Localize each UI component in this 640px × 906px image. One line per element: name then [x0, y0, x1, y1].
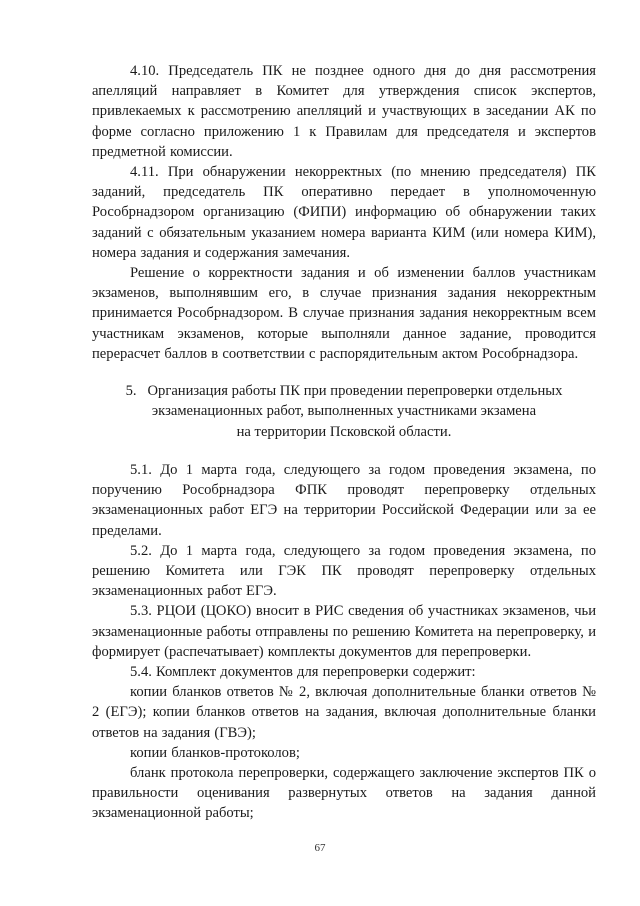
- page-number: 67: [314, 842, 326, 854]
- paragraph-5-1: 5.1. До 1 марта года, следующего за годом проведения экзамена, по поручению Рособрнадзора ФПК проводят перепроверку отдельных экзаменационных работ ЕГЭ на территории Российской Федерации или за ее пределами.: [92, 462, 596, 539]
- paragraph-5-2: 5.2. До 1 марта года, следующего за годом проведения экзамена, по решению Комитета или ГЭК ПК проводят перепроверку отдельных экзаменационных работ ЕГЭ.: [92, 542, 596, 600]
- section-heading-line-3: на территории Псковской области.: [236, 423, 452, 440]
- section-heading-line-2: экзаменационных работ, выполненных участниками экзамена: [151, 403, 537, 420]
- paragraph-decision: Решение о корректности задания и об изменении баллов участникам экзаменов, выполнявшим его, в случае признания задания некорректным принимается Рособрнадзором. В случае признания задания некорректным всем участникам экзаменов, которые выполняли данное задание, проводится перерасчет баллов в соответствии с распорядительным актом Рособрнадзора.: [92, 265, 596, 362]
- paragraphs-top: [92, 61, 596, 364]
- section-heading-line-1: 5. Организация работы ПК при проведении перепроверки отдельных: [125, 383, 563, 399]
- section-heading: [92, 381, 596, 442]
- paragraphs-bottom: [92, 460, 596, 824]
- paragraph-5-3: 5.3. РЦОИ (ЦОКО) вносит в РИС сведения об участниках экзаменов, чьи экзаменационные работы отправлены по решению Комитета на перепроверку, и формирует (распечатывает) комплекты документов для перепроверки.: [92, 603, 596, 660]
- paragraph-4-10: 4.10. Председатель ПК не позднее одного дня до дня рассмотрения апелляций направляет в Комитет для утверждения список экспертов, привлекаемых к рассмотрению апелляций и участвующих в заседании АК по форме согласно приложению 1 к Правилам для председателя и экспертов предметной комиссии.: [92, 63, 596, 160]
- list-item-recheck-protocol: бланк протокола перепроверки, содержащего заключение экспертов ПК о правильности оценивания развернутых ответов на задания данной экзаменационной работы;: [92, 765, 596, 822]
- list-item-protocol-copies: копии бланков-протоколов;: [130, 744, 300, 761]
- paragraph-5-4: 5.4. Комплект документов для перепроверки содержит:: [130, 664, 476, 681]
- paragraph-4-11: 4.11. При обнаружении некорректных (по мнению председателя) ПК заданий, председатель ПК оперативно передает в уполномоченную Рособрнадзором организацию (ФИПИ) информацию об обнаружении таких заданий с обязательным указанием номера варианта КИМ (или номера КИМ), номера задания и содержания замечания.: [92, 164, 596, 261]
- list-item-answer-copies: копии бланков ответов № 2, включая дополнительные бланки ответов № 2 (ЕГЭ); копии бланков ответов на задания, включая дополнительные бланки ответов на задания (ГВЭ);: [92, 684, 596, 741]
